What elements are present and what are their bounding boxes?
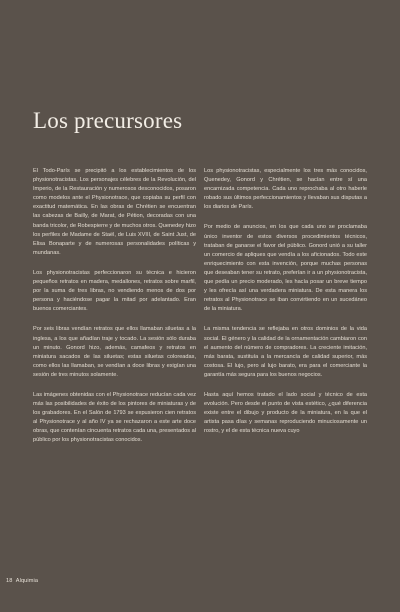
paragraph: Las imágenes obtenidas con el Physionotrace reducían cada vez más las posibilidades de éxito de los pintores de miniaturas y de los grabadores. En el Salón de 1793 se expusieron cien retratos al Physionotrace y al año IV ya se rechazaron a este arte doce obras, que contenían cincuenta retratos cada una, presentados al público por los physionotracistas conocidos. [33, 391, 196, 444]
paragraph: Por medio de anuncios, en los que cada uno se proclamaba único inventor de estos diversos procedimientos técnicos, trataban de ganarse el favor del público. Gonord unió a su taller un comercio de apliques que vendía a los aficionados. Todo este enriquecimiento con esta invención, porque muchas personas que deseaban tener su retrato, preferían ir a un physionotracista, que pedía un precio moderado, les hacía posar un breve tiempo y les ofrecía así una verdadera miniatura. De esta manera los retratos al Physionotrace se iban convirtiendo en un sucedáneo de la miniatura. [204, 224, 367, 313]
paragraph: El Todo-París se precipitó a los establecimientos de los physionotracistas. Los personajes célebres de la Revolución, del Imperio, de la Restauración y numerosos desconocidos, posaron como modelos ante el Physionotrace, que copiaba su perfil con exactitud matemática. En las obras de Chrétien se encuentran las cabezas de Bailly, de Marat, de Pétion, decoradas con una banda tricolor, de Robespierre y de muchos otros. Quenedey hizo los perfiles de Madame de Staël, de Luis XVIII, de Saint Just, de Elisa Bonaparte y de numerosas personalidades políticas y mundanas. [33, 168, 196, 256]
page-footer [6, 578, 38, 584]
paragraph: Los physionotracistas, especialmente los tres más conocidos, Quenedey, Gonord y Chrétien, se hacían entre sí una encarnizada competencia. Cada uno reprochaba al otro haberle robado sus últimos perfeccionamientos y llevaban sus disputas a los diarios de París. [204, 168, 367, 211]
paragraph: La misma tendencia se reflejaba en otros dominios de la vida social. El género y la calidad de la ornamentación cambiaron con el aumento del número de compradores. La creciente imitación, más barata, sustituía a la mercancía de calidad superior, más costosa. El lujo, pero al lujo barato, era para el comerciante la garantía más segura para los buenos negocios. [204, 326, 367, 378]
text-column-left [33, 167, 196, 457]
paragraph: Los physionotracistas perfeccionaron su técnica e hicieron pequeños retratos en madera, medallones, retratos sobre marfil, por la suma de tres libras, no vendiendo menos de dos por persona y haciéndose pagar la mitad por adelantado. Eran buenos comerciantes. [33, 269, 196, 313]
paragraph: Por seis libras vendían retratos que ellos llamaban siluetas a la inglesa, a los que añadían traje y tocado. La sesión sólo duraba un minuto. Gonord hizo, además, camafeos y retratos en miniatura sacados de las siluetas; estas siluetas coloreadas, como ellos las llamaban, se vendían a doce libras y exigían una sesión de tres minutos solamente. [33, 326, 196, 378]
text-column-right [204, 167, 367, 447]
page-title: Los precursores [33, 108, 183, 133]
section-name: Alquimia [15, 578, 39, 584]
page-number: 18 [6, 578, 13, 584]
paragraph: Hasta aquí hemos tratado el lado social y técnico de esta evolución. Pero desde el punto de vista estético, ¿qué diferencia existe entre el dibujo y producto de la miniatura, en la que el artista pasa días y semanas reproduciendo minuciosamente un rostro, y el de esta técnica nueva cuyo [204, 391, 367, 435]
